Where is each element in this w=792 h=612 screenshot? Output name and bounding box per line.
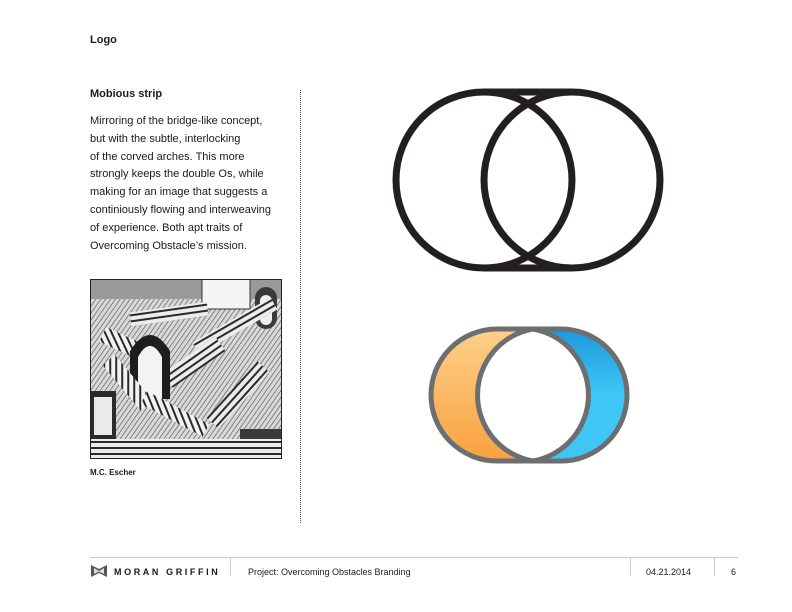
description-line: strongly keeps the double Os, while (90, 168, 264, 181)
footer-project: Project: Overcoming Obstacles Branding (248, 567, 411, 577)
description-line: Mirroring of the bridge-like concept, (90, 115, 263, 127)
description-line: making for an image that suggests a (90, 186, 268, 199)
logo-orange-crescent (431, 329, 533, 461)
logo-blue-crescent (533, 329, 627, 461)
page-number: 6 (731, 567, 737, 577)
concept-description (90, 113, 290, 255)
footer-brand: MORAN GRIFFIN (114, 567, 221, 577)
section-title: Logo (90, 34, 117, 46)
description-line: of the corved arches. This more (90, 150, 245, 163)
moran-griffin-logo-icon (90, 563, 108, 579)
description-line: Overcoming Obstacle’s mission. (90, 239, 247, 252)
description-line: of experience. Both apt traits of (90, 221, 243, 234)
logo-color-mark (428, 326, 630, 464)
description-line: continiously flowing and interweaving (90, 203, 271, 216)
description-line: but with the subtle, interlocking (90, 132, 241, 145)
concept-title: Mobious strip (90, 88, 163, 100)
image-caption: M.C. Escher (90, 468, 136, 477)
logo-outline-mark (392, 88, 666, 272)
column-divider (300, 90, 301, 523)
footer-rule (90, 557, 738, 558)
footer-date: 04.21.2014 (646, 567, 692, 577)
escher-relativity-image (90, 279, 282, 459)
footer-separator (230, 558, 231, 576)
footer-separator (714, 558, 715, 576)
footer-separator (630, 558, 631, 576)
